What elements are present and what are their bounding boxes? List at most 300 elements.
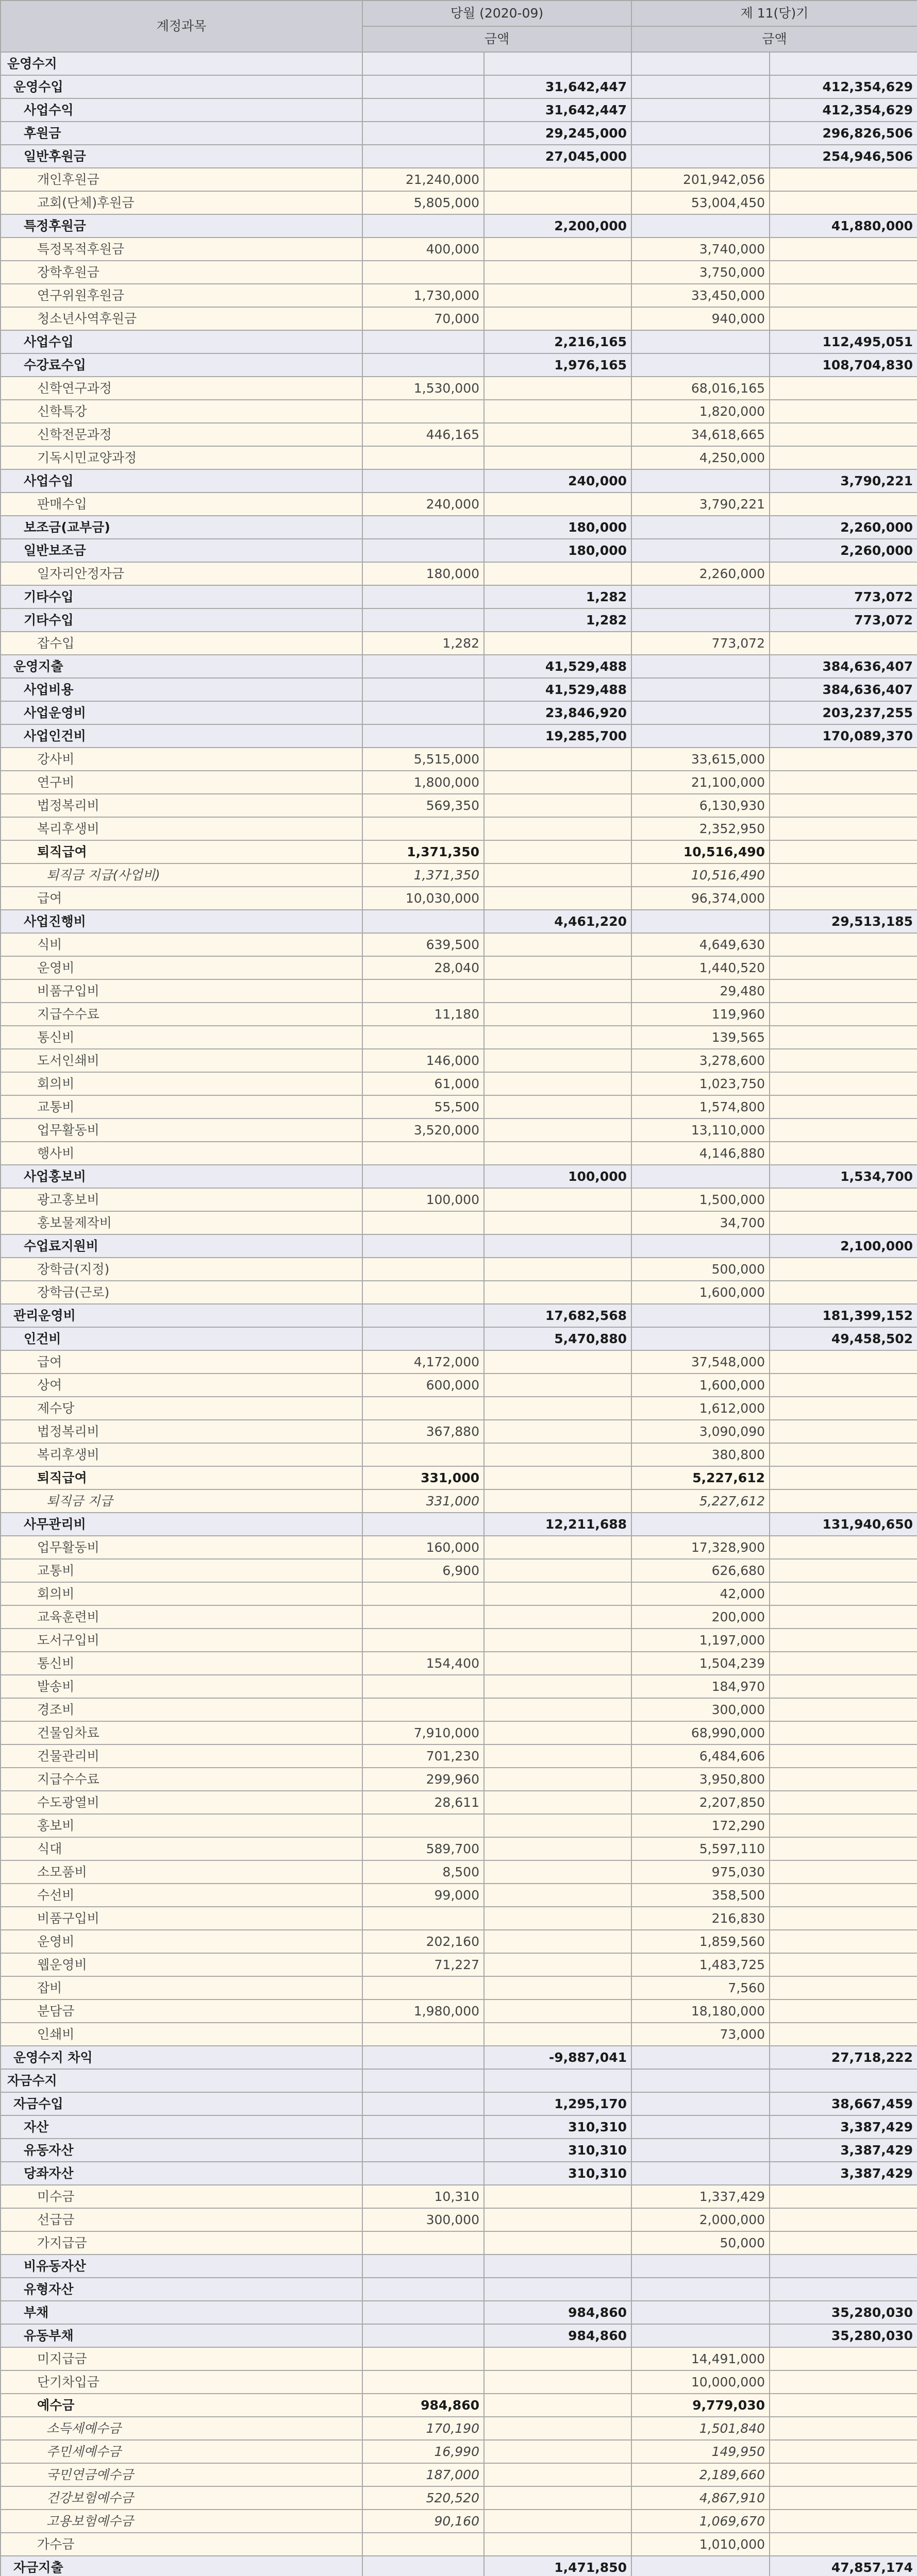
account-name: 미수금 (1, 2185, 362, 2208)
previous-detail-amount: 3,750,000 (631, 261, 770, 284)
account-name: 자금지출 (1, 2556, 362, 2576)
previous-detail-amount: 5,227,612 (631, 1466, 770, 1489)
account-name: 교통비 (1, 1095, 362, 1118)
table-row (1, 1304, 917, 1327)
current-detail-amount (362, 1907, 484, 1930)
previous-detail-amount: 380,800 (631, 1443, 770, 1466)
current-detail-amount: 984,860 (362, 2394, 484, 2417)
table-row (1, 1049, 917, 1072)
previous-detail-amount: 10,516,490 (631, 863, 770, 887)
table-row (1, 1420, 917, 1443)
table-row (1, 1003, 917, 1026)
account-name: 신학전문과정 (1, 423, 362, 446)
current-detail-amount (362, 145, 484, 168)
table-row (1, 1652, 917, 1675)
previous-total-amount: 170,089,370 (770, 724, 917, 748)
current-detail-amount: 160,000 (362, 1536, 484, 1559)
previous-detail-amount: 21,100,000 (631, 771, 770, 794)
table-row (1, 191, 917, 214)
current-total-amount (484, 1999, 631, 2023)
current-detail-amount (362, 979, 484, 1003)
previous-detail-amount: 29,480 (631, 979, 770, 1003)
account-name: 가지급금 (1, 2231, 362, 2255)
current-total-amount (484, 887, 631, 910)
current-detail-amount (362, 1698, 484, 1721)
account-name: 자금수지 (1, 2069, 362, 2092)
previous-total-amount (770, 817, 917, 840)
current-detail-amount (362, 539, 484, 562)
account-name: 신학연구과정 (1, 377, 362, 400)
table-row (1, 2486, 917, 2510)
previous-total-amount (770, 933, 917, 956)
previous-detail-amount (631, 539, 770, 562)
account-name: 경조비 (1, 1698, 362, 1721)
account-name: 보조금(교부금) (1, 516, 362, 539)
account-name: 식대 (1, 1837, 362, 1860)
current-detail-amount: 1,371,350 (362, 840, 484, 863)
previous-total-amount (770, 2023, 917, 2046)
current-detail-amount (362, 2533, 484, 2556)
previous-detail-amount: 6,130,930 (631, 794, 770, 817)
previous-total-amount (770, 1582, 917, 1605)
current-detail-amount: 8,500 (362, 1860, 484, 1884)
current-period-header: 당월 (2020-09) (362, 1, 631, 26)
previous-total-amount: 384,636,407 (770, 678, 917, 701)
table-row (1, 261, 917, 284)
current-total-amount (484, 284, 631, 307)
table-row (1, 469, 917, 493)
previous-detail-amount: 2,189,660 (631, 2463, 770, 2486)
current-detail-amount: 16,990 (362, 2440, 484, 2463)
table-row (1, 1188, 917, 1211)
previous-detail-amount: 7,560 (631, 1976, 770, 1999)
previous-detail-amount: 68,990,000 (631, 1721, 770, 1744)
previous-detail-amount: 1,440,520 (631, 956, 770, 979)
account-name: 상여 (1, 1374, 362, 1397)
previous-detail-amount (631, 678, 770, 701)
previous-detail-amount: 626,680 (631, 1559, 770, 1582)
previous-detail-amount (631, 2139, 770, 2162)
account-name: 홍보물제작비 (1, 1211, 362, 1234)
previous-detail-amount: 96,374,000 (631, 887, 770, 910)
current-detail-amount (362, 2139, 484, 2162)
current-total-amount (484, 771, 631, 794)
current-detail-amount (362, 2255, 484, 2278)
account-name: 운영수지 (1, 52, 362, 75)
current-total-amount (484, 168, 631, 191)
account-name: 퇴직금 지급(사업비) (1, 863, 362, 887)
current-detail-amount (362, 1234, 484, 1258)
current-detail-amount: 1,371,350 (362, 863, 484, 887)
table-row (1, 1721, 917, 1744)
account-name: 급여 (1, 1350, 362, 1374)
current-total-amount (484, 933, 631, 956)
previous-total-amount: 108,704,830 (770, 353, 917, 377)
account-name: 유동부채 (1, 2324, 362, 2347)
previous-detail-amount: 1,820,000 (631, 400, 770, 423)
account-name: 회의비 (1, 1072, 362, 1095)
account-name: 수선비 (1, 1884, 362, 1907)
previous-total-amount: 35,280,030 (770, 2301, 917, 2324)
previous-detail-amount: 33,450,000 (631, 284, 770, 307)
table-row (1, 516, 917, 539)
previous-detail-amount: 2,352,950 (631, 817, 770, 840)
previous-total-amount (770, 52, 917, 75)
account-name: 기타수입 (1, 608, 362, 632)
table-row (1, 377, 917, 400)
previous-detail-amount: 4,250,000 (631, 446, 770, 469)
table-row (1, 1281, 917, 1304)
account-name: 지급수수료 (1, 1003, 362, 1026)
previous-detail-amount: 1,337,429 (631, 2185, 770, 2208)
current-total-amount (484, 307, 631, 330)
table-row (1, 1142, 917, 1165)
account-name: 비품구입비 (1, 979, 362, 1003)
account-name: 일반보조금 (1, 539, 362, 562)
current-detail-amount: 28,611 (362, 1791, 484, 1814)
account-name: 장학후원금 (1, 261, 362, 284)
table-row (1, 2463, 917, 2486)
current-detail-amount (362, 516, 484, 539)
account-name: 부채 (1, 2301, 362, 2324)
previous-total-amount (770, 748, 917, 771)
account-name: 주민세예수금 (1, 2440, 362, 2463)
previous-total-amount (770, 1118, 917, 1142)
previous-total-amount (770, 794, 917, 817)
previous-total-amount (770, 1211, 917, 1234)
current-total-amount (484, 1374, 631, 1397)
previous-detail-amount: 500,000 (631, 1258, 770, 1281)
previous-total-amount (770, 1698, 917, 1721)
current-total-amount: 12,211,688 (484, 1513, 631, 1536)
current-total-amount (484, 979, 631, 1003)
table-row (1, 2255, 917, 2278)
table-row (1, 1072, 917, 1095)
previous-total-amount (770, 2510, 917, 2533)
account-name: 사무관리비 (1, 1513, 362, 1536)
previous-total-amount (770, 2069, 917, 2092)
current-total-amount: 1,295,170 (484, 2092, 631, 2115)
current-detail-amount (362, 1513, 484, 1536)
current-detail-amount (362, 2023, 484, 2046)
previous-detail-amount (631, 701, 770, 724)
account-name: 개인후원금 (1, 168, 362, 191)
previous-total-amount (770, 307, 917, 330)
table-row (1, 2092, 917, 2115)
account-name: 단기차입금 (1, 2370, 362, 2394)
account-name: 소득세예수금 (1, 2417, 362, 2440)
table-row (1, 307, 917, 330)
account-name: 교육훈련비 (1, 1605, 362, 1629)
current-total-amount: 240,000 (484, 469, 631, 493)
current-detail-amount: 1,980,000 (362, 1999, 484, 2023)
account-name: 사업진행비 (1, 910, 362, 933)
table-row (1, 1768, 917, 1791)
current-total-amount (484, 1350, 631, 1374)
current-total-amount (484, 562, 631, 585)
account-name: 유형자산 (1, 2278, 362, 2301)
current-total-amount: 1,282 (484, 608, 631, 632)
current-detail-amount (362, 2556, 484, 2576)
account-name: 복리후생비 (1, 817, 362, 840)
current-total-amount: 19,285,700 (484, 724, 631, 748)
account-name: 수강료수입 (1, 353, 362, 377)
previous-total-amount (770, 377, 917, 400)
previous-detail-amount: 33,615,000 (631, 748, 770, 771)
previous-detail-amount (631, 98, 770, 122)
table-row (1, 214, 917, 238)
table-row (1, 956, 917, 979)
current-detail-amount (362, 1281, 484, 1304)
previous-total-amount (770, 2463, 917, 2486)
current-total-amount (484, 2463, 631, 2486)
table-row (1, 1907, 917, 1930)
previous-detail-amount: 172,290 (631, 1814, 770, 1837)
previous-total-amount (770, 2347, 917, 2370)
account-name: 건물관리비 (1, 1744, 362, 1768)
current-total-amount: -9,887,041 (484, 2046, 631, 2069)
previous-detail-amount (631, 2069, 770, 2092)
table-row (1, 446, 917, 469)
current-total-amount: 41,529,488 (484, 655, 631, 678)
current-detail-amount: 5,515,000 (362, 748, 484, 771)
previous-total-amount (770, 863, 917, 887)
current-detail-amount (362, 2162, 484, 2185)
current-total-amount (484, 2069, 631, 2092)
account-name: 분담금 (1, 1999, 362, 2023)
previous-detail-amount: 1,197,000 (631, 1629, 770, 1652)
account-name: 건물임차료 (1, 1721, 362, 1744)
previous-total-amount (770, 1744, 917, 1768)
current-detail-amount (362, 1258, 484, 1281)
account-name: 제수당 (1, 1397, 362, 1420)
table-row (1, 748, 917, 771)
previous-total-amount: 181,399,152 (770, 1304, 917, 1327)
current-detail-amount (362, 655, 484, 678)
current-detail-amount: 639,500 (362, 933, 484, 956)
table-row (1, 817, 917, 840)
previous-detail-amount: 4,867,910 (631, 2486, 770, 2510)
previous-detail-amount: 10,000,000 (631, 2370, 770, 2394)
current-detail-amount (362, 2370, 484, 2394)
account-name: 운영지출 (1, 655, 362, 678)
current-detail-amount (362, 1675, 484, 1698)
previous-detail-amount (631, 724, 770, 748)
previous-detail-amount: 4,649,630 (631, 933, 770, 956)
previous-total-amount (770, 1188, 917, 1211)
table-row (1, 1374, 917, 1397)
current-total-amount (484, 2278, 631, 2301)
previous-total-amount: 3,790,221 (770, 469, 917, 493)
table-row (1, 1536, 917, 1559)
table-row (1, 2347, 917, 2370)
current-total-amount (484, 748, 631, 771)
previous-detail-amount: 975,030 (631, 1860, 770, 1884)
previous-detail-amount: 17,328,900 (631, 1536, 770, 1559)
previous-detail-amount: 201,942,056 (631, 168, 770, 191)
previous-detail-amount: 119,960 (631, 1003, 770, 1026)
previous-detail-amount (631, 2301, 770, 2324)
account-name: 비품구입비 (1, 1907, 362, 1930)
current-detail-amount: 70,000 (362, 307, 484, 330)
previous-detail-amount: 50,000 (631, 2231, 770, 2255)
previous-detail-amount: 53,004,450 (631, 191, 770, 214)
table-row (1, 2115, 917, 2139)
current-total-amount: 41,529,488 (484, 678, 631, 701)
previous-total-amount: 38,667,459 (770, 2092, 917, 2115)
current-total-amount (484, 863, 631, 887)
previous-detail-amount: 1,500,000 (631, 1188, 770, 1211)
table-row (1, 1675, 917, 1698)
table-row (1, 1860, 917, 1884)
table-row (1, 1397, 917, 1420)
account-name: 잡수입 (1, 632, 362, 655)
table-row (1, 145, 917, 168)
current-total-amount (484, 400, 631, 423)
current-total-amount: 310,310 (484, 2139, 631, 2162)
account-name: 교통비 (1, 1559, 362, 1582)
current-total-amount: 1,471,850 (484, 2556, 631, 2576)
previous-total-amount (770, 1003, 917, 1026)
current-total-amount: 31,642,447 (484, 98, 631, 122)
previous-detail-amount: 773,072 (631, 632, 770, 655)
current-detail-amount: 400,000 (362, 238, 484, 261)
table-row (1, 585, 917, 608)
current-detail-amount: 1,730,000 (362, 284, 484, 307)
current-detail-amount: 99,000 (362, 1884, 484, 1907)
previous-detail-amount: 1,859,560 (631, 1930, 770, 1953)
current-detail-amount (362, 75, 484, 98)
previous-detail-amount (631, 122, 770, 145)
previous-total-amount (770, 2231, 917, 2255)
current-total-amount (484, 1884, 631, 1907)
current-detail-amount (362, 2046, 484, 2069)
current-detail-amount: 7,910,000 (362, 1721, 484, 1744)
current-total-amount (484, 1095, 631, 1118)
previous-detail-amount: 2,260,000 (631, 562, 770, 585)
previous-total-amount (770, 1258, 917, 1281)
previous-detail-amount: 139,565 (631, 1026, 770, 1049)
table-row (1, 539, 917, 562)
table-row (1, 2533, 917, 2556)
table-row (1, 1999, 917, 2023)
table-row (1, 655, 917, 678)
table-row (1, 1930, 917, 1953)
previous-total-amount (770, 2394, 917, 2417)
previous-detail-amount: 2,207,850 (631, 1791, 770, 1814)
current-detail-amount: 701,230 (362, 1744, 484, 1768)
previous-detail-amount: 5,227,612 (631, 1489, 770, 1513)
current-detail-amount (362, 469, 484, 493)
previous-total-amount: 47,857,174 (770, 2556, 917, 2576)
previous-total-amount (770, 979, 917, 1003)
account-name: 연구비 (1, 771, 362, 794)
previous-detail-amount (631, 655, 770, 678)
table-row (1, 284, 917, 307)
table-row (1, 2510, 917, 2533)
current-total-amount: 17,682,568 (484, 1304, 631, 1327)
current-detail-amount (362, 214, 484, 238)
table-row (1, 1026, 917, 1049)
previous-detail-amount: 42,000 (631, 1582, 770, 1605)
previous-total-amount (770, 771, 917, 794)
table-row (1, 2370, 917, 2394)
table-row (1, 2162, 917, 2185)
account-name: 기독시민교양과정 (1, 446, 362, 469)
current-total-amount (484, 52, 631, 75)
table-row (1, 771, 917, 794)
previous-total-amount: 254,946,506 (770, 145, 917, 168)
previous-detail-amount: 1,010,000 (631, 2533, 770, 2556)
table-row (1, 2440, 917, 2463)
current-total-amount: 310,310 (484, 2115, 631, 2139)
current-detail-amount (362, 1327, 484, 1350)
current-detail-amount (362, 2115, 484, 2139)
previous-total-amount (770, 1281, 917, 1304)
account-name: 급여 (1, 887, 362, 910)
previous-detail-amount (631, 1165, 770, 1188)
account-name: 국민연금예수금 (1, 2463, 362, 2486)
table-row (1, 887, 917, 910)
account-name: 사업홍보비 (1, 1165, 362, 1188)
table-row (1, 75, 917, 98)
previous-detail-amount: 14,491,000 (631, 2347, 770, 2370)
current-detail-amount (362, 261, 484, 284)
current-total-amount (484, 1281, 631, 1304)
previous-total-amount (770, 446, 917, 469)
current-total-amount (484, 1142, 631, 1165)
current-detail-amount: 331,000 (362, 1489, 484, 1513)
table-row (1, 1884, 917, 1907)
current-detail-amount (362, 724, 484, 748)
current-detail-amount: 6,900 (362, 1559, 484, 1582)
previous-total-amount (770, 1860, 917, 1884)
previous-total-amount (770, 1489, 917, 1513)
current-detail-amount: 1,800,000 (362, 771, 484, 794)
previous-total-amount (770, 2486, 917, 2510)
account-name: 퇴직급여 (1, 1466, 362, 1489)
current-detail-amount: 5,805,000 (362, 191, 484, 214)
previous-total-amount (770, 1814, 917, 1837)
previous-total-amount (770, 956, 917, 979)
previous-detail-amount (631, 516, 770, 539)
previous-total-amount (770, 1884, 917, 1907)
current-total-amount (484, 1791, 631, 1814)
previous-total-amount (770, 1907, 917, 1930)
account-name: 수도광열비 (1, 1791, 362, 1814)
table-row (1, 562, 917, 585)
account-name: 인건비 (1, 1327, 362, 1350)
account-name: 도서인쇄비 (1, 1049, 362, 1072)
table-row (1, 1118, 917, 1142)
table-row (1, 2278, 917, 2301)
previous-detail-amount: 1,483,725 (631, 1953, 770, 1976)
account-name: 복리후생비 (1, 1443, 362, 1466)
current-detail-amount: 4,172,000 (362, 1350, 484, 1374)
previous-detail-amount: 34,700 (631, 1211, 770, 1234)
previous-detail-amount: 1,600,000 (631, 1281, 770, 1304)
previous-total-amount: 384,636,407 (770, 655, 917, 678)
current-total-amount: 984,860 (484, 2301, 631, 2324)
previous-detail-amount: 3,790,221 (631, 493, 770, 516)
table-row (1, 400, 917, 423)
current-detail-amount (362, 608, 484, 632)
previous-total-amount (770, 1420, 917, 1443)
account-name: 운영비 (1, 1930, 362, 1953)
current-total-amount (484, 493, 631, 516)
account-name: 특정목적후원금 (1, 238, 362, 261)
table-row (1, 353, 917, 377)
